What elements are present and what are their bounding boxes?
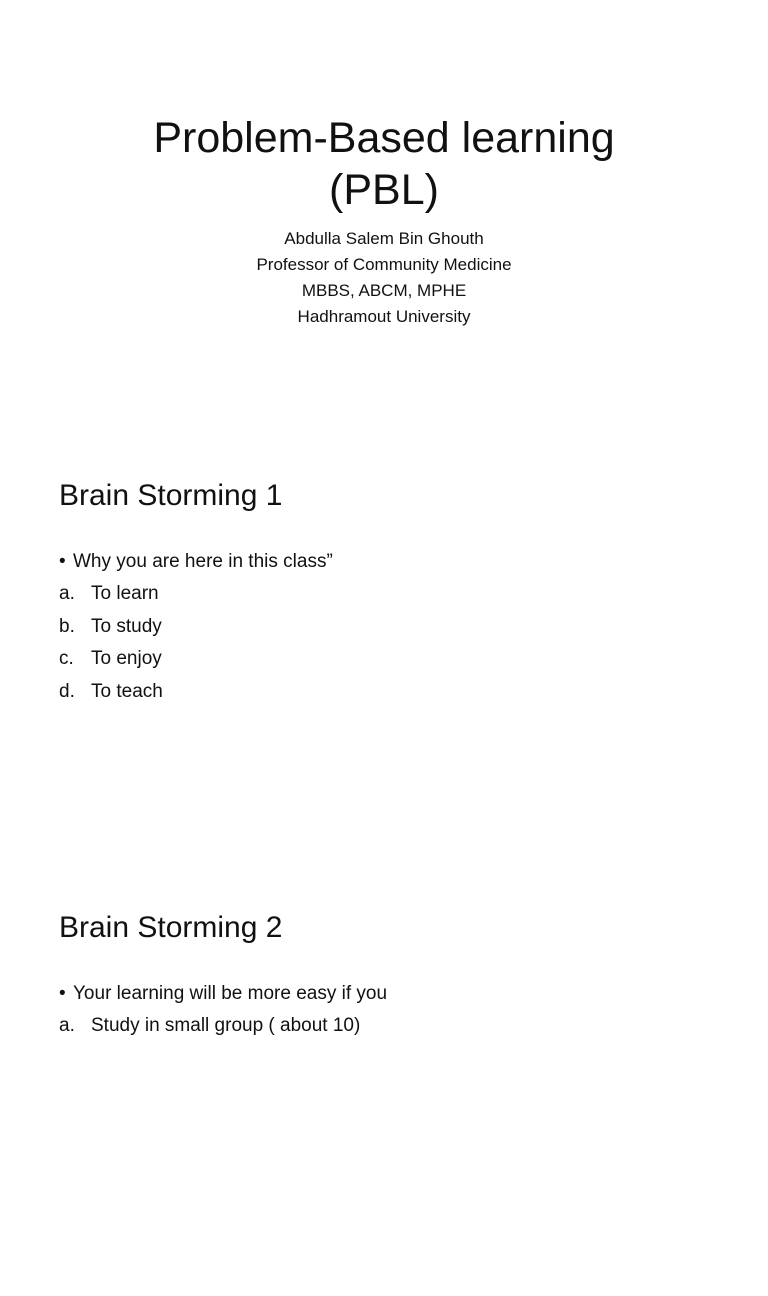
bullet-marker: • (59, 551, 66, 572)
option-item (59, 1010, 387, 1042)
question-text: Why you are here in this class” (73, 551, 333, 572)
option-marker: a. (59, 1015, 75, 1037)
slide-title (0, 112, 768, 216)
bullet-list (59, 546, 333, 708)
option-marker: d. (59, 680, 75, 702)
question-text: Your learning will be more easy if you (73, 983, 388, 1004)
author-name: Abdulla Salem Bin Ghouth (284, 229, 484, 248)
question-item (59, 546, 333, 578)
slide-heading: Brain Storming 2 (59, 911, 283, 944)
title-line-1: Problem-Based learning (153, 114, 615, 162)
author-degrees: MBBS, ABCM, MPHE (301, 281, 467, 300)
slide-heading: Brain Storming 1 (59, 479, 283, 512)
option-text: To enjoy (91, 648, 162, 670)
title-line-2: (PBL) (329, 166, 439, 214)
brainstorming-1-slide (0, 432, 768, 864)
option-item (59, 676, 333, 708)
option-text: To teach (91, 680, 163, 702)
option-item (59, 643, 333, 675)
bullet-marker: • (59, 983, 66, 1004)
title-slide (0, 0, 768, 432)
option-text: To study (91, 615, 162, 637)
option-text: To learn (91, 583, 159, 605)
brainstorming-2-slide (0, 864, 768, 1296)
author-institution: Hadhramout University (297, 307, 471, 326)
subtitle-block (0, 226, 768, 330)
option-text: Study in small group ( about 10) (91, 1015, 361, 1037)
option-marker: c. (59, 648, 74, 670)
option-item (59, 578, 333, 610)
option-marker: a. (59, 583, 75, 605)
option-item (59, 611, 333, 643)
question-item (59, 978, 387, 1010)
option-marker: b. (59, 615, 75, 637)
bullet-list (59, 978, 387, 1043)
author-position: Professor of Community Medicine (256, 255, 512, 274)
